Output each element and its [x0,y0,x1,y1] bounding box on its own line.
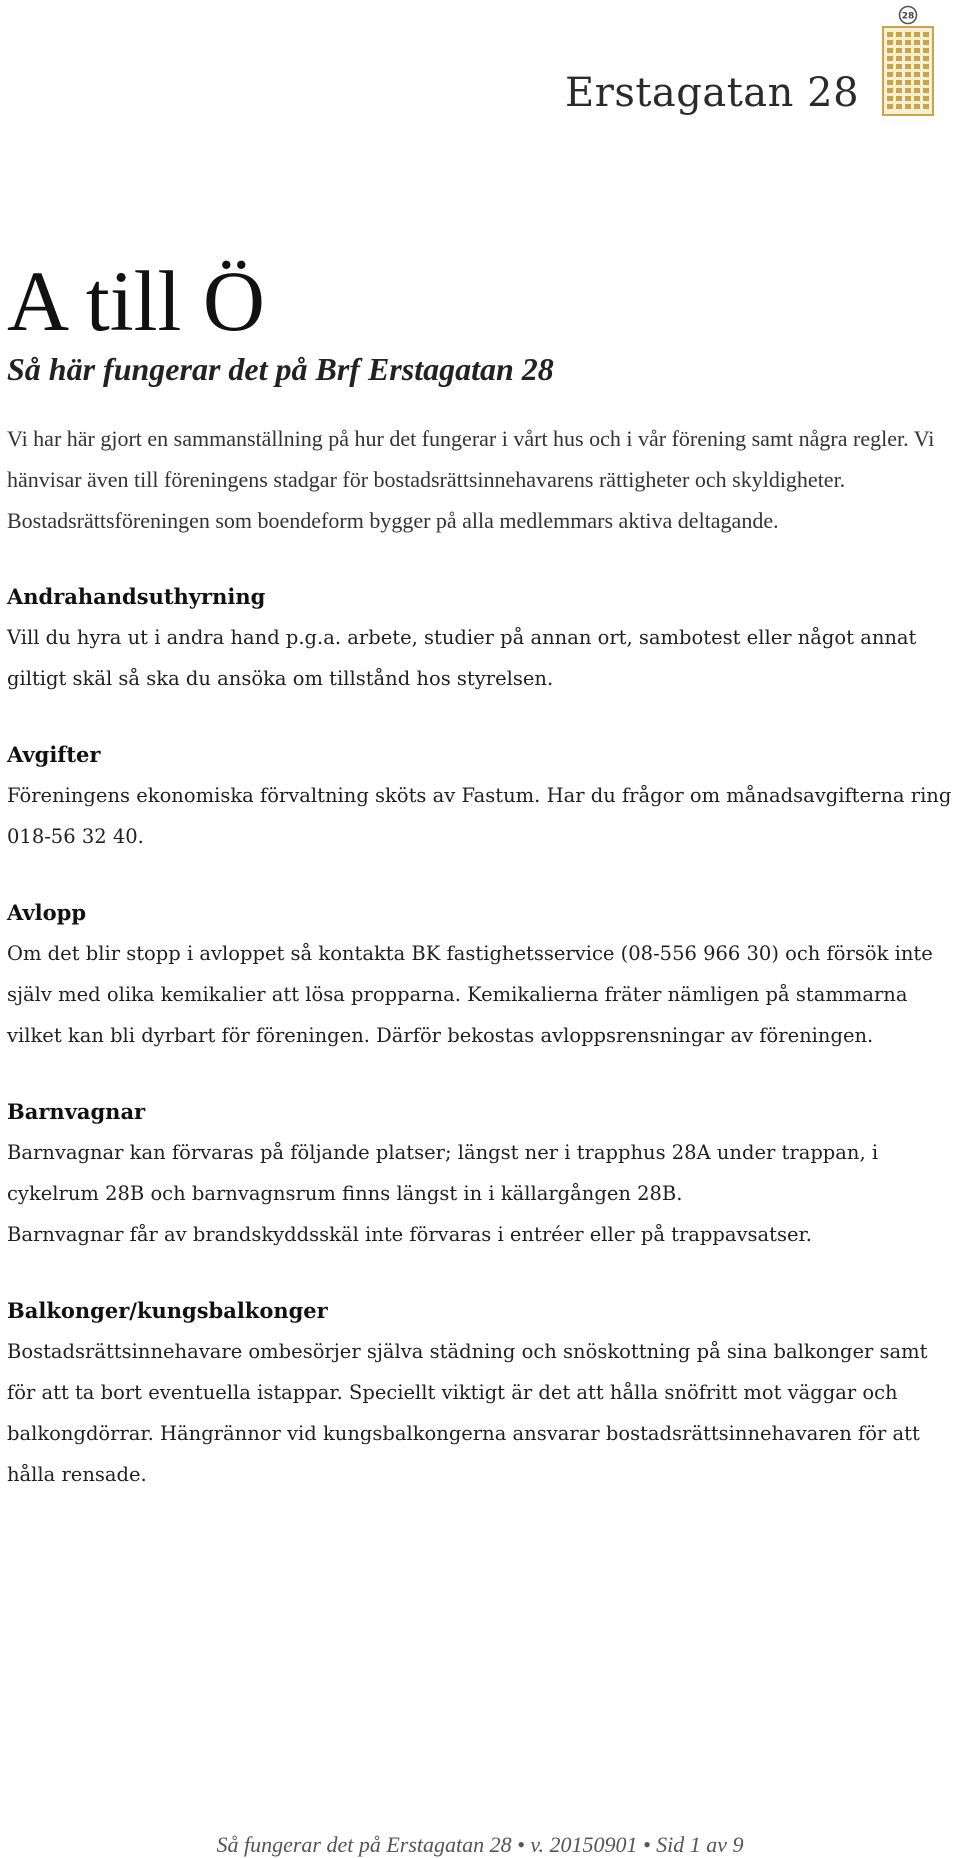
brand-logo [565,5,950,120]
section-body: Vill du hyra ut i andra hand p.g.a. arbete, studier på annan ort, sambotest eller något annat giltigt skäl så ska du ansöka om tillstånd hos styrelsen. [7,626,917,691]
logo-window [914,64,920,69]
logo-window [887,32,893,37]
section-avlopp [7,892,957,1056]
logo-window [923,72,929,77]
section-body: Bostadsrättsinnehavare ombesörjer själva städning och snöskottning på sina balkonger samt för att ta bort eventuella istappar. Speciellt viktigt är det att hålla snöfritt mot väggar och balkongdörrar. Hängrännor vid kungsbalkongerna ansvarar bostadsrättsinnehavaren för att hålla rensade. [7,1340,928,1487]
logo-window [905,72,911,77]
logo-window [914,96,920,101]
logo-window [914,32,920,37]
logo-window [887,96,893,101]
logo-window [923,56,929,61]
logo-window [896,72,902,77]
logo-window [905,56,911,61]
section-body: Barnvagnar kan förvaras på följande platser; längst ner i trapphus 28A under trappan, i cykelrum 28B och barnvagnsrum finns längst in i källargången 28B. [7,1141,879,1206]
logo-window [914,88,920,93]
section-heading: Andrahandsuthyrning [7,584,266,610]
logo-window [923,32,929,37]
logo-window [914,80,920,85]
logo-window [923,96,929,101]
logo-window [923,64,929,69]
section-heading: Avgifter [7,742,101,768]
logo-window [905,40,911,45]
logo-window [887,72,893,77]
page-header [0,0,960,130]
page-subtitle: Så här fungerar det på Brf Erstagatan 28 [7,351,554,387]
logo-window [914,40,920,45]
section-body-extra: Barnvagnar får av brandskyddsskäl inte förvaras i entréer eller på trappavsatser. [7,1223,812,1247]
logo-window [896,40,902,45]
logo-window [896,104,902,109]
logo-window [887,48,893,53]
logo-window [905,96,911,101]
logo-window [923,48,929,53]
logo-window [914,56,920,61]
logo-window [896,64,902,69]
logo-window [914,72,920,77]
section-barnvagnar [7,1091,957,1255]
logo-window [887,64,893,69]
logo-window [887,88,893,93]
logo-window [914,104,920,109]
logo-window [887,80,893,85]
section-andrahandsuthyrning [7,576,957,699]
logo-window [914,48,920,53]
section-balkonger [7,1290,957,1495]
logo-window [887,104,893,109]
logo-window [887,40,893,45]
logo-window [905,48,911,53]
logo-window [896,96,902,101]
logo-window [896,48,902,53]
logo-badge: 28 [901,11,915,22]
logo-window [896,56,902,61]
section-heading: Balkonger/kungsbalkonger [7,1298,328,1324]
logo-window [896,32,902,37]
logo-window [923,40,929,45]
document-body [7,253,957,1495]
section-heading: Barnvagnar [7,1099,146,1125]
page-title: A till Ö [7,253,266,349]
logo-window [896,88,902,93]
building-logo-icon [878,5,938,117]
logo-window [905,88,911,93]
section-body: Föreningens ekonomiska förvaltning sköts av Fastum. Har du frågor om månadsavgifterna ring 018-56 32 40. [7,784,952,849]
logo-text: Erstagatan 28 [565,70,860,116]
page-footer: Så fungerar det på Erstagatan 28 • v. 20150901 • Sid 1 av 9 [216,1832,744,1857]
logo-window [887,56,893,61]
logo-window [923,80,929,85]
section-heading: Avlopp [7,900,86,926]
logo-window [923,88,929,93]
logo-window [905,104,911,109]
section-avgifter [7,734,957,857]
section-body: Om det blir stopp i avloppet så kontakta BK fastighetsservice (08-556 966 30) och försök inte själv med olika kemikalier att lösa propparna. Kemikalierna fräter nämligen på stammarna vilket kan bli dyrbart för föreningen. Därför bekostas avloppsrensningar av föreningen. [7,942,933,1048]
logo-window [905,32,911,37]
logo-window [923,104,929,109]
logo-window [905,80,911,85]
logo-window [896,80,902,85]
logo-window [905,64,911,69]
intro-paragraph: Vi har här gjort en sammanställning på hur det fungerar i vårt hus och i vår förening samt några regler. Vi hänvisar även till föreningens stadgar för bostadsrättsinnehavarens rättigheter och skyldigheter. Bostadsrättsföreningen som boendeform bygger på alla medlemmars aktiva deltagande. [7,426,935,534]
